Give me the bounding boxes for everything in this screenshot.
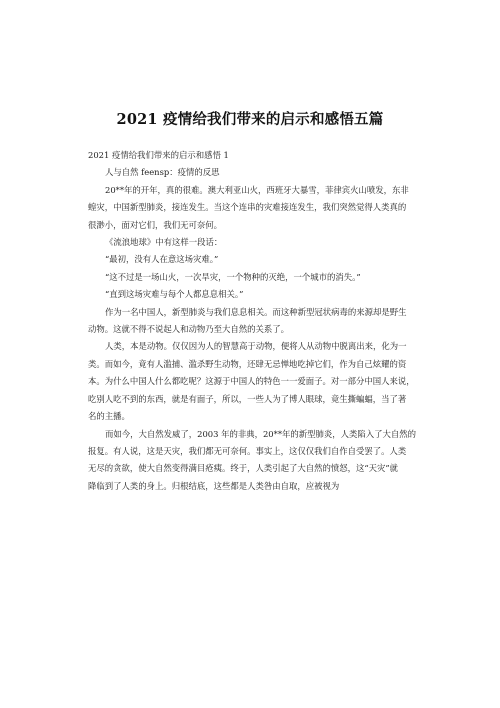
text-line: “这不过是一场山火，一次旱灾，一个物种的灭绝，一个城市的消失。” <box>105 271 361 282</box>
text-line: 类。而如今，竟有人滥捕、滥杀野生动物，还肆无忌惮地吃掉它们，作为自己炫耀的资 <box>88 358 407 369</box>
document-title: 2021 疫情给我们带来的启示和感悟五篇 <box>116 111 384 128</box>
text-line: 2021 疫情给我们带来的启示和感悟 1 <box>88 150 229 160</box>
text-line: 20**年的开年，真的很难。澳大利亚山火，西班牙大暴雪，菲律宾火山喷发，东非 <box>105 184 409 195</box>
text-line: 吃别人吃不到的东西，就是有面子，所以，一些人为了博人眼球，竟生撕蝙蝠，当了著 <box>88 393 407 404</box>
text-line: 报复。有人说，这是天灾，我们都无可奈何。事实上，这仅仅我们自作自受罢了。人类 <box>88 445 407 456</box>
text-line: 本。为什么中国人什么都吃呢？这源于中国人的特色一一爱面子。对一部分中国人来说， <box>88 376 415 387</box>
text-line: 无尽的贪欲，使大自然变得满目疮痍。终于，人类引起了大自然的愤怒，这“天灾”就 <box>88 463 399 474</box>
text-line: 而如今，大自然发威了，2003 年的非典，20**年的新型肺炎，人类陷入了大自然的 <box>105 428 417 439</box>
text-line: 蝗灾，中国新型肺炎，接连发生。当这个连串的灾难接连发生，我们突然觉得人类真的 <box>88 202 407 213</box>
text-line: “直到这场灾难与每个人都息息相关。” <box>105 289 244 300</box>
text-line: “最初，没有人在意这场灾难。” <box>105 254 219 265</box>
text-line: 动物。这就不得不说起人和动物乃至大自然的关系了。 <box>88 324 289 335</box>
text-line: 作为一名中国人，新型肺炎与我们息息相关。而这种新型冠状病毒的来源却是野生 <box>105 306 407 317</box>
text-line: 人类，本是动物。仅仅因为人的智慧高于动物，便将人从动物中脱离出来，化为一 <box>105 341 407 352</box>
text-line: 很渺小，面对它们，我们无可奈何。 <box>88 219 222 230</box>
text-line: 降临到了人类的身上。归根结底，这些都是人类咎由自取，应被视为 <box>88 480 340 491</box>
text-line: 《流浪地球》中有这样一段话： <box>105 237 223 248</box>
document-body <box>88 147 417 495</box>
text-line: 人与自然 feensp：疫情的反思 <box>105 167 220 178</box>
text-line: 名的主播。 <box>88 411 130 422</box>
